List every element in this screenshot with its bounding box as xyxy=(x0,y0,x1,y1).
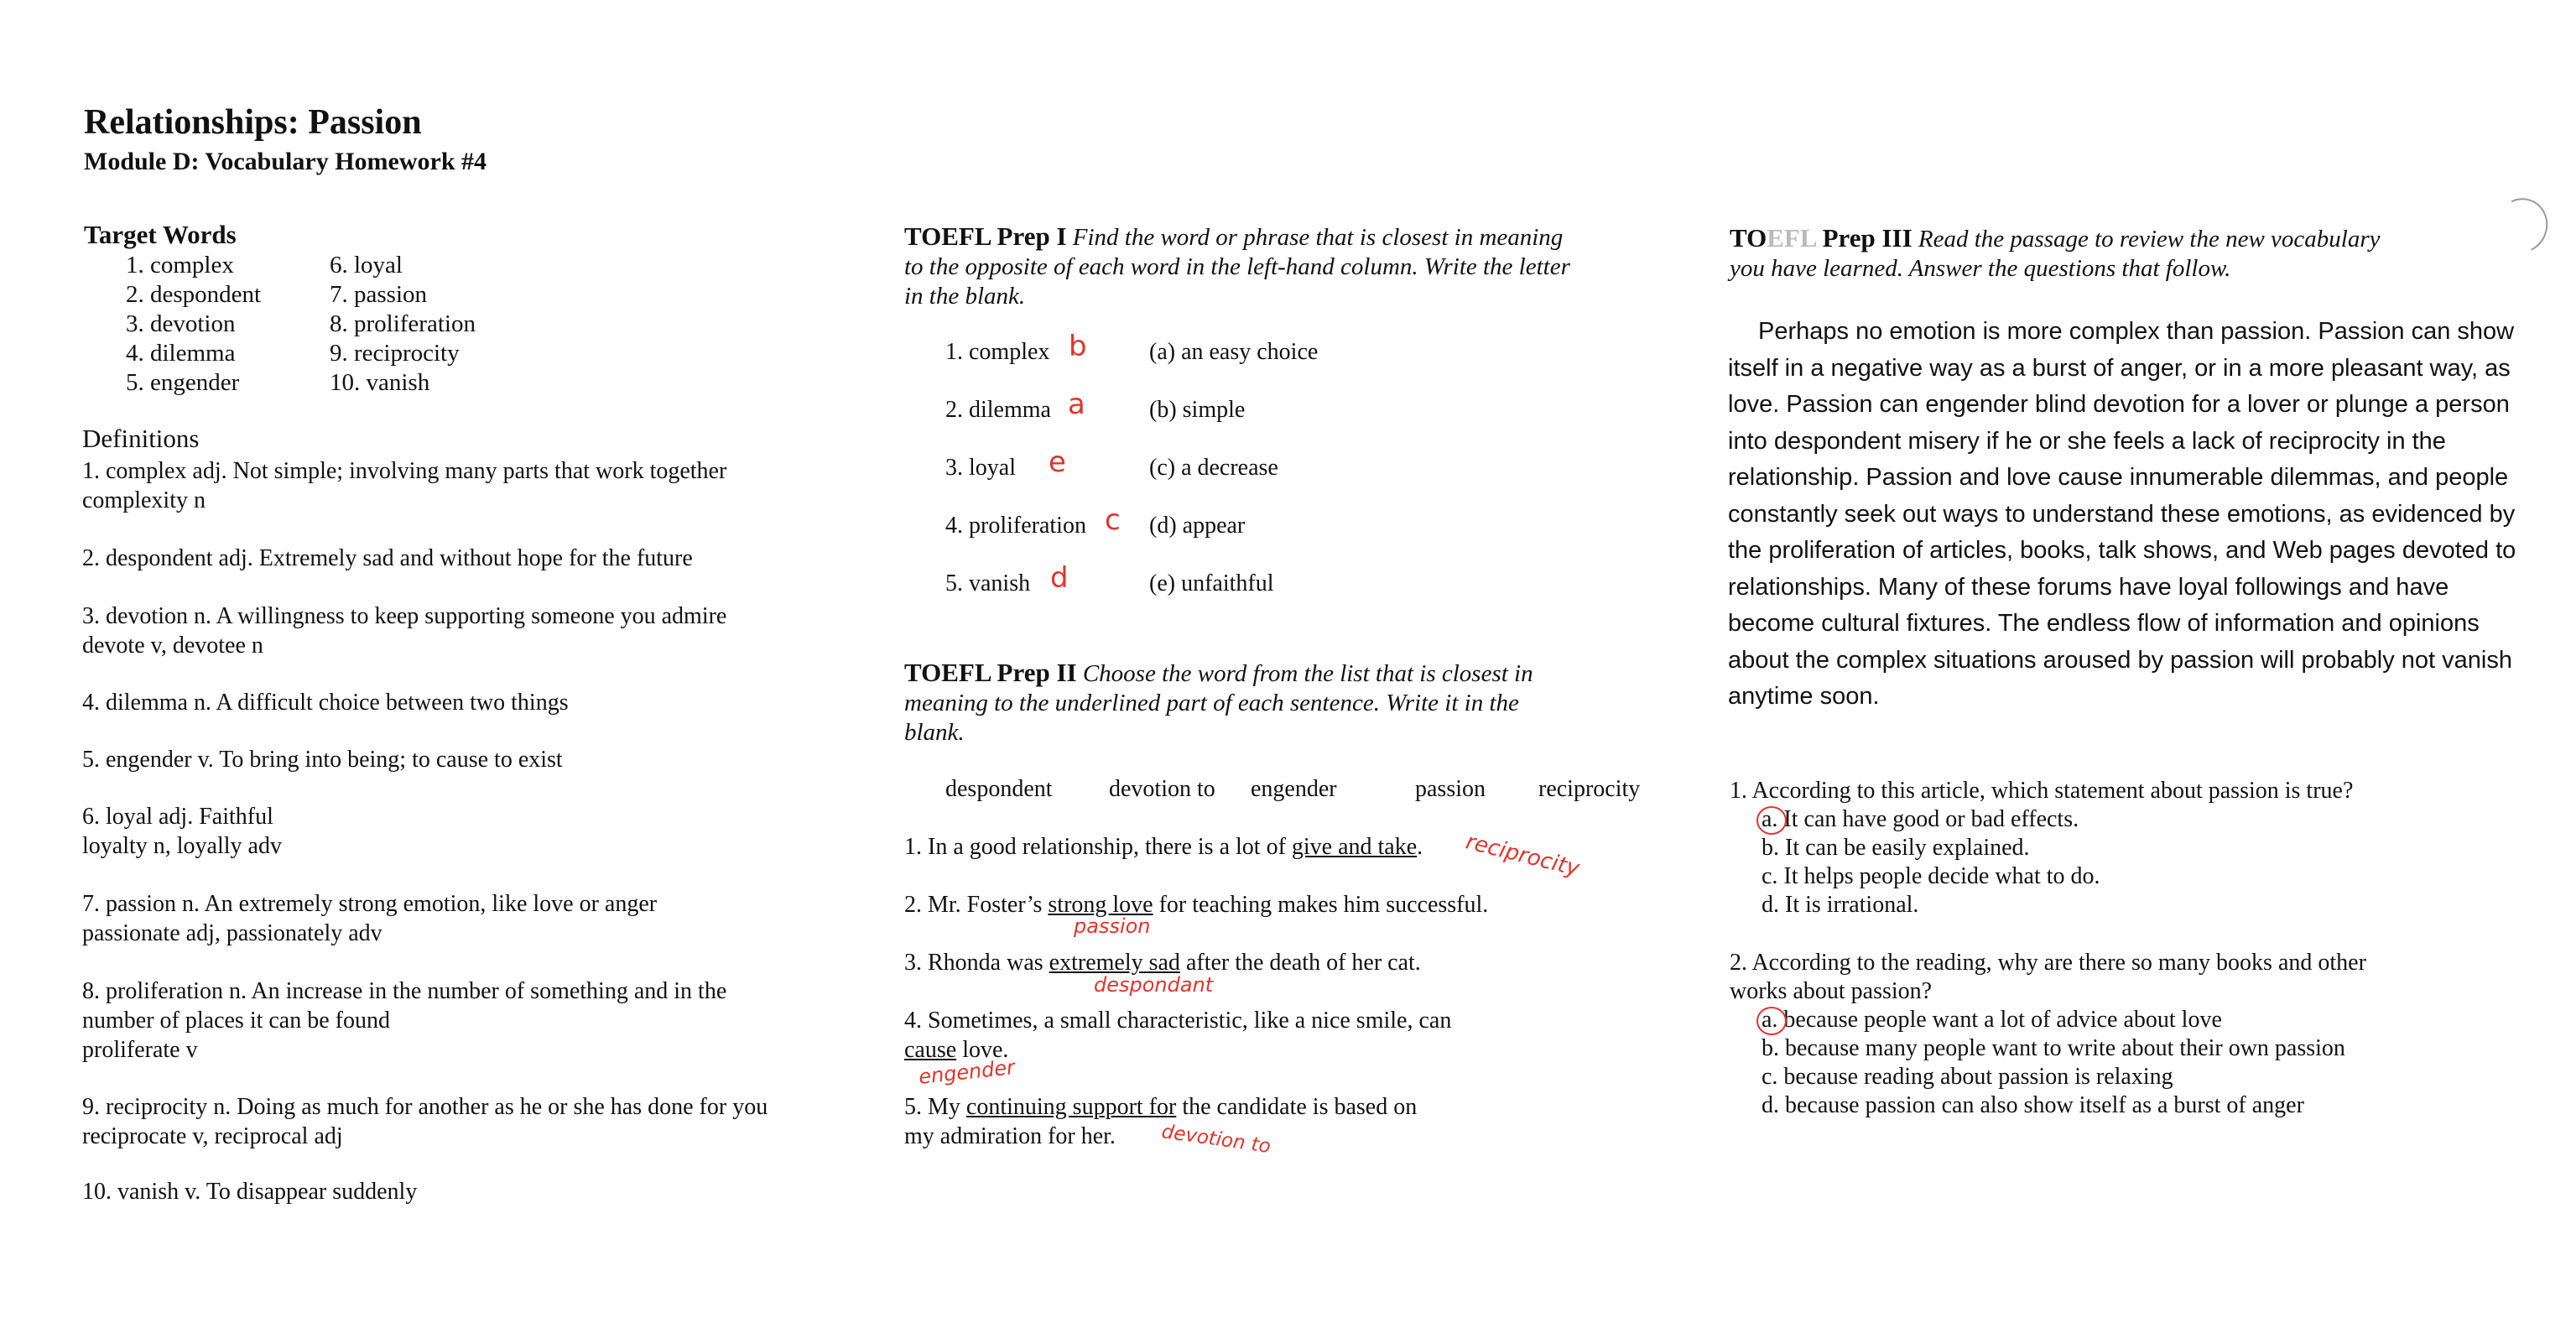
definition-line: 3. devotion n. A willingness to keep supporting someone you admire xyxy=(82,603,727,629)
prep1-answer: e xyxy=(1049,445,1066,479)
definition-line: passionate adj, passionately adv xyxy=(82,920,382,946)
target-word: 7. passion xyxy=(330,281,427,308)
prep2-label: TOEFL Prep II xyxy=(904,658,1077,687)
definitions-heading: Definitions xyxy=(82,424,200,453)
prep3-label: TOEFL Prep III xyxy=(1730,223,1912,253)
prep2-sentence xyxy=(904,1006,1451,1065)
definition-line: devote v, devotee n xyxy=(82,633,263,659)
answer-option: b. because many people want to write about their own passion xyxy=(1762,1035,2345,1061)
prep1-option: (e) unfaithful xyxy=(1149,570,1274,596)
answer-option: d. because passion can also show itself as a burst of anger xyxy=(1762,1092,2304,1118)
page-title: Relationships: Passion xyxy=(84,103,422,142)
prep2-sentence xyxy=(904,890,1488,919)
target-word: 5. engender xyxy=(126,369,240,396)
prep2-answer: passion xyxy=(1074,914,1151,938)
prep2-answer: despondant xyxy=(1094,973,1214,997)
prep1-word: 2. dilemma xyxy=(945,397,1051,423)
prep1-word: 4. proliferation xyxy=(945,513,1086,539)
target-word: 10. vanish xyxy=(330,369,430,396)
underlined-phrase: continuing support for xyxy=(965,1094,1177,1120)
target-word: 8. proliferation xyxy=(330,310,476,337)
prep1-instr: in the blank. xyxy=(904,283,1026,310)
prep3-instructions xyxy=(1730,223,2535,284)
answer-option: b. It can be easily explained. xyxy=(1762,835,2030,861)
word-bank-item: engender xyxy=(1251,776,1337,802)
sentence-text: for teaching makes him successful. xyxy=(1153,892,1489,918)
prep1-label: TOEFL Prep I xyxy=(904,221,1067,251)
sentence-text: 5. My xyxy=(904,1094,966,1120)
word-bank-item: devotion to xyxy=(1109,776,1215,802)
answer-circle-mark xyxy=(1756,806,1787,835)
prep1-option: (d) appear xyxy=(1149,513,1246,539)
definition-item xyxy=(82,688,854,717)
definition-line: 5. engender v. To bring into being; to cause to exist xyxy=(82,747,563,773)
prep1-instr: to the opposite of each word in the left-hand column. Write the letter xyxy=(904,253,1570,280)
sentence-text: after the death of her cat. xyxy=(1179,950,1421,976)
answer-option: a. because people want a lot of advice about love xyxy=(1762,1007,2222,1033)
sentence-text: 2. Mr. Foster’s xyxy=(904,892,1049,918)
prep1-word: 3. loyal xyxy=(945,455,1016,481)
target-word: 9. reciprocity xyxy=(330,340,460,367)
underlined-phrase: strong love xyxy=(1048,892,1153,918)
prep1-word: 1. complex xyxy=(945,339,1050,365)
target-word: 6. loyal xyxy=(330,252,403,279)
definition-item xyxy=(82,802,854,861)
target-word: 2. despondent xyxy=(126,281,262,308)
definition-line: 4. dilemma n. A difficult choice between two things xyxy=(82,690,569,716)
page-subtitle: Module D: Vocabulary Homework #4 xyxy=(84,148,487,175)
definition-item xyxy=(82,1092,854,1151)
underlined-phrase: extremely sad xyxy=(1049,950,1180,976)
prep2-instructions xyxy=(904,658,1659,747)
answer-option: c. It helps people decide what to do. xyxy=(1762,863,2100,889)
prep1-instructions xyxy=(904,221,1659,311)
target-words-left xyxy=(126,251,261,398)
prep2-answer: devotion to xyxy=(1160,1121,1272,1159)
question-stem: works about passion? xyxy=(1730,978,1933,1004)
definition-item xyxy=(82,602,854,660)
definition-line: 8. proliferation n. An increase in the number of something and in the xyxy=(82,978,727,1004)
answer-option: a. It can have good or bad effects. xyxy=(1762,806,2079,832)
target-words-heading: Target Words xyxy=(84,220,237,249)
target-word: 3. devotion xyxy=(126,310,236,337)
prep1-answer: a xyxy=(1068,388,1085,421)
target-words-right xyxy=(330,251,476,398)
prep3-instr: Read the passage to review the new vocabulary xyxy=(1918,226,2381,253)
answer-option: d. It is irrational. xyxy=(1762,892,1919,918)
target-word: 1. complex xyxy=(126,252,234,279)
sentence-text: the candidate is based on xyxy=(1176,1094,1418,1120)
prep1-instr: Find the word or phrase that is closest in meaning xyxy=(1072,224,1564,251)
prep1-answer: b xyxy=(1069,330,1087,363)
prep2-instr: Choose the word from the list that is closest in xyxy=(1082,660,1533,687)
definition-item xyxy=(82,745,854,774)
prep1-word: 5. vanish xyxy=(945,570,1031,596)
sentence-text: my admiration for her. xyxy=(904,1123,1116,1149)
target-word: 4. dilemma xyxy=(126,340,236,367)
prep2-answer: engender xyxy=(917,1055,1017,1089)
question-2 xyxy=(1730,949,2535,1120)
definition-line: reciprocate v, reciprocal adj xyxy=(82,1123,343,1149)
answer-option: c. because reading about passion is relaxing xyxy=(1762,1064,2173,1090)
definition-item xyxy=(82,976,854,1065)
question-stem: 2. According to the reading, why are there so many books and other xyxy=(1730,950,2366,976)
definition-line: complexity n xyxy=(82,487,206,513)
reading-passage: Perhaps no emotion is more complex than passion. Passion can show itself in a negative way as a burst of anger, or in a more pleasant way, as love. Passion can engender blind devotion for a lover or plunge a person into despondent misery if he or she feels a lack of reciprocity in the relationship. Passion and love cause innumerable dilemmas, and people constantly seek out ways to understand these emotions, as evidenced by the proliferation of articles, books, talk shows, and Web pages devoted to relationships. Many of these forums have loyal followings and have become cultural fixtures. The endless flow of information and opinions about the complex situations aroused by passion will probably not vanish anytime soon. xyxy=(1728,318,2516,710)
prep1-option: (c) a decrease xyxy=(1149,455,1278,481)
prep2-sentence xyxy=(904,832,1423,862)
prep1-answer: c xyxy=(1105,503,1121,537)
definition-item xyxy=(82,889,854,948)
definition-line: 10. vanish v. To disappear suddenly xyxy=(82,1179,418,1205)
prep2-instr: blank. xyxy=(904,719,965,746)
definition-line: 7. passion n. An extremely strong emotion, like love or anger xyxy=(82,891,658,917)
word-bank-item: passion xyxy=(1415,776,1486,802)
prep2-instr: meaning to the underlined part of each sentence. Write it in the xyxy=(904,690,1519,716)
definition-line: 2. despondent adj. Extremely sad and without hope for the future xyxy=(82,545,693,571)
definition-line: 9. reciprocity n. Doing as much for another as he or she has done for you xyxy=(82,1094,768,1120)
sentence-text: . xyxy=(1417,834,1423,860)
obscured-text: EFL xyxy=(1767,223,1816,253)
definition-line: 6. loyal adj. Faithful xyxy=(82,804,273,830)
definition-line: loyalty n, loyally adv xyxy=(82,833,282,859)
question-stem: 1. According to this article, which statement about passion is true? xyxy=(1730,778,2354,804)
underlined-phrase: cause xyxy=(904,1037,957,1063)
sentence-text: love. xyxy=(956,1037,1009,1063)
word-bank-item: despondent xyxy=(945,776,1053,802)
definition-line: proliferate v xyxy=(82,1037,198,1063)
sentence-text: 1. In a good relationship, there is a lot of xyxy=(904,834,1292,860)
prep3-instr: you have learned. Answer the questions that follow. xyxy=(1730,255,2231,282)
prep2-answer: reciprocity xyxy=(1463,829,1582,883)
sentence-text: 3. Rhonda was xyxy=(904,950,1049,976)
word-bank-item: reciprocity xyxy=(1538,776,1641,802)
definition-item xyxy=(82,544,854,573)
underlined-phrase: give and take xyxy=(1291,834,1418,860)
definition-line: 1. complex adj. Not simple; involving many parts that work together xyxy=(82,458,727,484)
prep1-answer: d xyxy=(1050,561,1069,595)
prep1-option: (b) simple xyxy=(1149,397,1246,423)
definition-item xyxy=(82,456,854,515)
definition-line: number of places it can be found xyxy=(82,1008,390,1034)
definition-item xyxy=(82,1177,854,1206)
sentence-text: 4. Sometimes, a small characteristic, like a nice smile, can xyxy=(904,1008,1452,1034)
question-1 xyxy=(1730,777,2535,919)
prep1-option: (a) an easy choice xyxy=(1149,339,1319,365)
answer-circle-mark xyxy=(1756,1007,1787,1035)
